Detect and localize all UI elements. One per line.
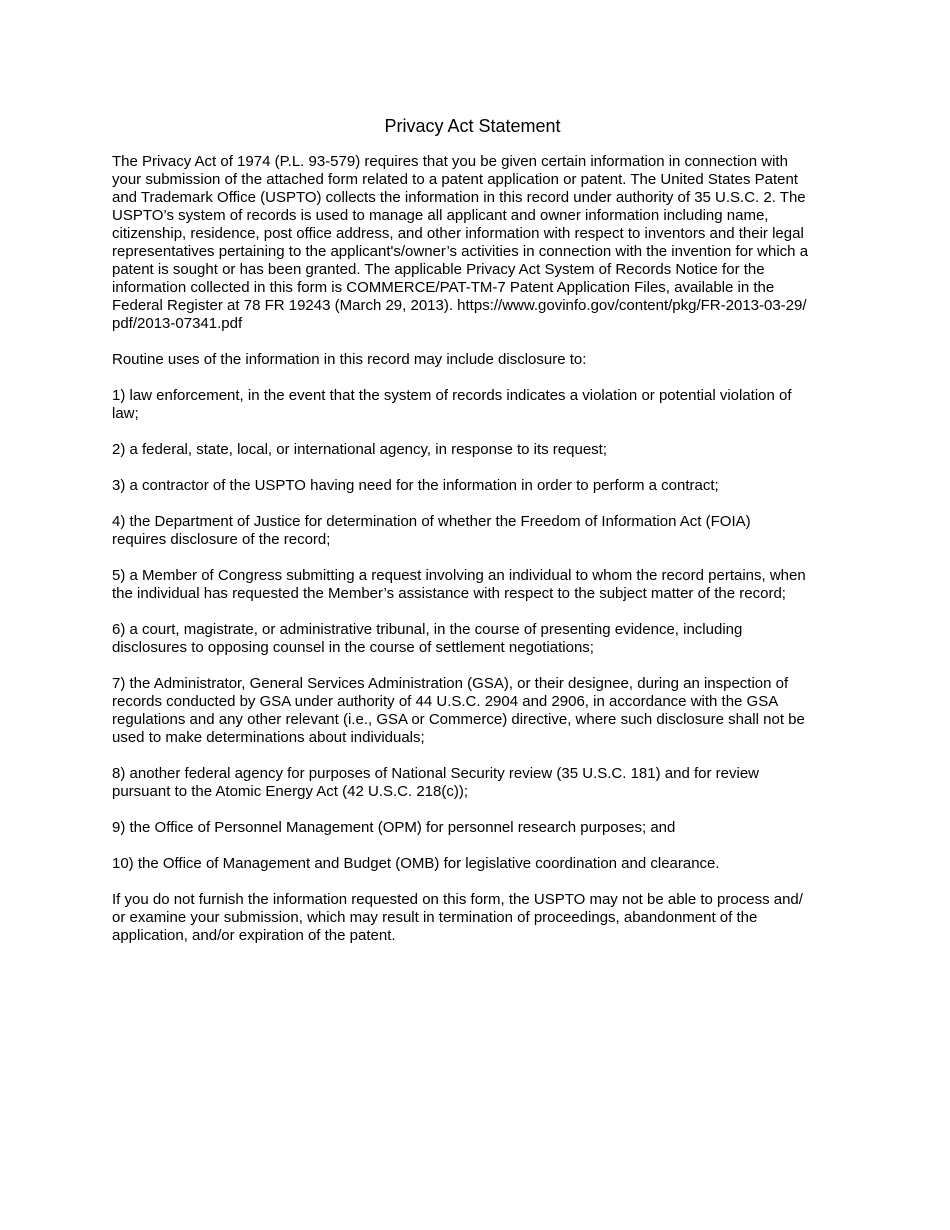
intro-line: USPTO’s system of records is used to manage all applicant and owner information including name, — [112, 207, 769, 224]
routine-use-item-6 — [112, 621, 842, 657]
routine-uses-intro-line: Routine uses of the information in this record may include disclosure to: — [112, 351, 587, 368]
routine-use-item-5 — [112, 567, 842, 603]
item-line: the individual has requested the Member’s assistance with respect to the subject matter of the record; — [112, 585, 786, 602]
item-line: 9) the Office of Personnel Management (OPM) for personnel research purposes; and — [112, 819, 676, 836]
routine-use-item-10 — [112, 855, 842, 873]
closing-line: application, and/or expiration of the patent. — [112, 927, 396, 944]
routine-uses-intro — [112, 351, 842, 369]
item-line: 7) the Administrator, General Services Administration (GSA), or their designee, during an inspection of — [112, 675, 789, 692]
item-line: records conducted by GSA under authority of 44 U.S.C. 2904 and 2906, in accordance with the GSA — [112, 693, 779, 710]
closing-line: or examine your submission, which may result in termination of proceedings, abandonment of the — [112, 909, 758, 926]
intro-line: The Privacy Act of 1974 (P.L. 93-579) requires that you be given certain information in connection with — [112, 153, 788, 170]
item-line: 10) the Office of Management and Budget (OMB) for legislative coordination and clearance. — [112, 855, 720, 872]
intro-line: pdf/2013-07341.pdf — [112, 315, 243, 332]
item-line: 1) law enforcement, in the event that the system of records indicates a violation or potential violation of — [112, 387, 792, 404]
routine-use-item-4 — [112, 513, 842, 549]
intro-paragraph — [112, 153, 842, 333]
routine-use-item-2 — [112, 441, 842, 459]
item-line: disclosures to opposing counsel in the course of settlement negotiations; — [112, 639, 594, 656]
intro-line: citizenship, residence, post office address, and other information with respect to inventors and their legal — [112, 225, 804, 242]
routine-use-item-3 — [112, 477, 842, 495]
item-line: 5) a Member of Congress submitting a request involving an individual to whom the record pertains, when — [112, 567, 806, 584]
routine-use-item-9 — [112, 819, 842, 837]
intro-line: Federal Register at 78 FR 19243 (March 29, 2013). https://www.govinfo.gov/content/pkg/FR-2013-03-29/ — [112, 297, 807, 314]
item-line: used to make determinations about individuals; — [112, 729, 425, 746]
item-line: regulations and any other relevant (i.e., GSA or Commerce) directive, where such disclosure shall not be — [112, 711, 805, 728]
closing-line: If you do not furnish the information requested on this form, the USPTO may not be able to process and/ — [112, 891, 803, 908]
intro-line: and Trademark Office (USPTO) collects the information in this record under authority of 35 U.S.C. 2. The — [112, 189, 806, 206]
item-line: 3) a contractor of the USPTO having need for the information in order to perform a contract; — [112, 477, 719, 494]
item-line: law; — [112, 405, 139, 422]
intro-line: representatives pertaining to the applicant's/owner’s activities in connection with the invention for which a — [112, 243, 809, 260]
document-body — [112, 153, 842, 945]
page-title: Privacy Act Statement — [384, 116, 561, 136]
item-line: 4) the Department of Justice for determination of whether the Freedom of Information Act (FOIA) — [112, 513, 751, 530]
routine-use-item-8 — [112, 765, 842, 801]
item-line: 2) a federal, state, local, or international agency, in response to its request; — [112, 441, 607, 458]
routine-use-item-1 — [112, 387, 842, 423]
item-line: 6) a court, magistrate, or administrative tribunal, in the course of presenting evidence, including — [112, 621, 743, 638]
item-line: 8) another federal agency for purposes of National Security review (35 U.S.C. 181) and for review — [112, 765, 759, 782]
routine-use-item-7 — [112, 675, 842, 747]
intro-line: patent is sought or has been granted. The applicable Privacy Act System of Records Notice for the — [112, 261, 765, 278]
intro-line: your submission of the attached form related to a patent application or patent. The United States Patent — [112, 171, 798, 188]
item-line: pursuant to the Atomic Energy Act (42 U.S.C. 218(c)); — [112, 783, 468, 800]
closing-paragraph — [112, 891, 842, 945]
item-line: requires disclosure of the record; — [112, 531, 331, 548]
intro-line: information collected in this form is COMMERCE/PAT-TM-7 Patent Application Files, available in the — [112, 279, 775, 296]
